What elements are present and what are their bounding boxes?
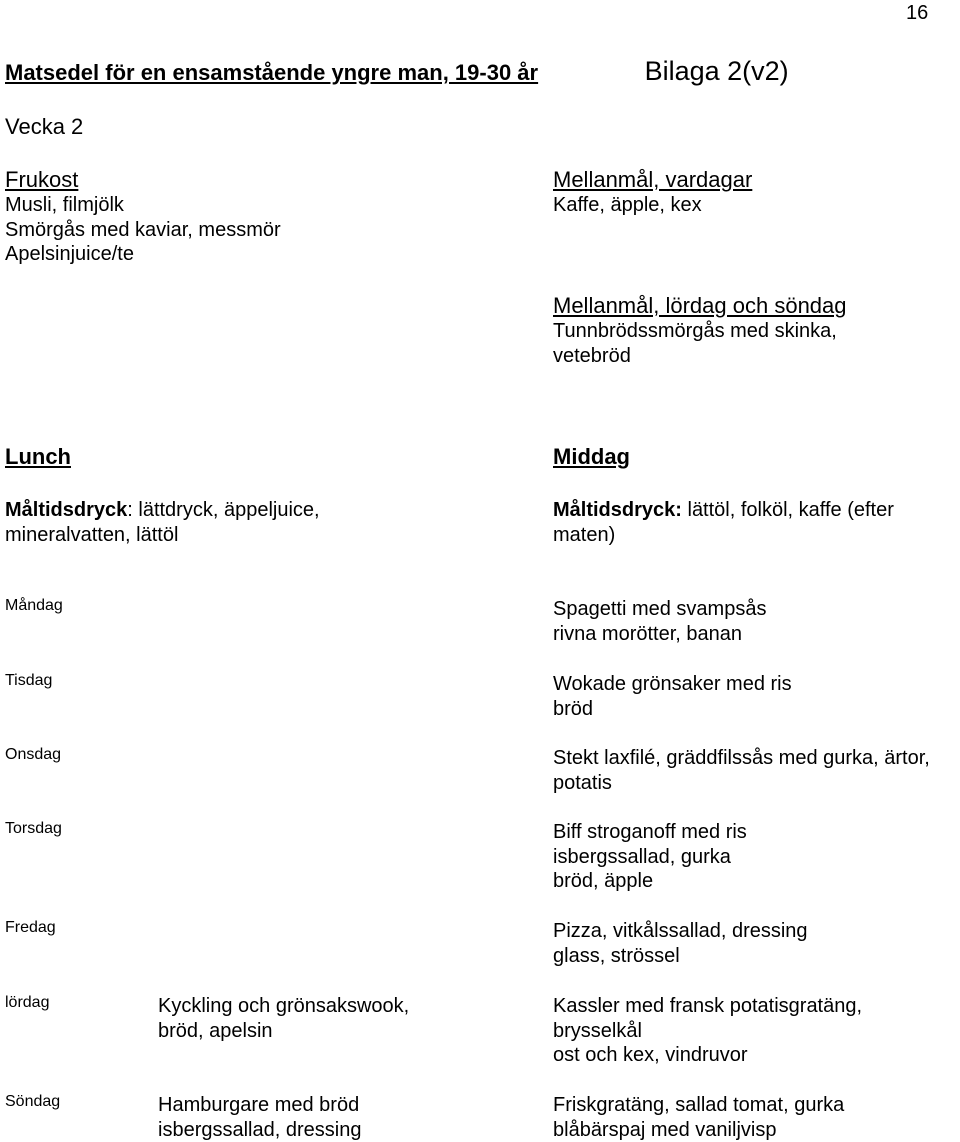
dinner-drink — [553, 498, 894, 547]
day-label: Onsdag — [5, 746, 62, 763]
menu-line: rivna morötter, banan — [553, 622, 742, 645]
snack-weekend-item: vetebröd — [553, 344, 631, 367]
day-label: lördag — [5, 994, 50, 1011]
menu-line: bröd, äpple — [553, 870, 654, 892]
lunch-drink-label: Måltidsdryck — [5, 499, 128, 521]
menu-line: bröd, apelsin — [158, 1019, 273, 1042]
breakfast-item: Smörgås med kaviar, messmör — [5, 218, 281, 241]
menu-line: Stekt laxfilé, gräddfilssås med gurka, ärtor, — [553, 747, 930, 769]
lunch-menu — [158, 994, 409, 1043]
menu-line: ost och kex, vindruvor — [553, 1044, 748, 1066]
day-label: Fredag — [5, 919, 56, 936]
title-row — [5, 56, 789, 87]
menu-line: Wokade grönsaker med ris — [553, 673, 792, 695]
dinner-menu — [553, 919, 808, 968]
week-label: Vecka 2 — [5, 114, 84, 139]
breakfast-section — [5, 167, 281, 267]
lunch-menu — [158, 1093, 361, 1142]
snack-weekday-section — [553, 167, 752, 218]
menu-line: blåbärspaj med vaniljvisp — [553, 1118, 777, 1141]
dinner-heading: Middag — [553, 444, 630, 469]
lunch-drink-line2: mineralvatten, lättöl — [5, 523, 179, 546]
menu-line: potatis — [553, 771, 612, 794]
dinner-menu — [553, 672, 792, 721]
day-label: Söndag — [5, 1093, 61, 1110]
breakfast-item: Apelsinjuice/te — [5, 243, 134, 265]
menu-line: Hamburgare med bröd — [158, 1094, 360, 1116]
dinner-drink-text: lättöl, folköl, kaffe (efter — [681, 499, 894, 521]
lunch-drink-text: : lättdryck, äppeljuice, — [127, 499, 320, 521]
dinner-menu — [553, 597, 766, 646]
dinner-drink-label: Måltidsdryck: — [553, 499, 682, 521]
menu-line: isbergssallad, dressing — [158, 1118, 362, 1141]
lunch-drink — [5, 498, 320, 547]
breakfast-item: Musli, filmjölk — [5, 194, 124, 216]
menu-line: bröd — [553, 697, 594, 720]
snack-weekend-item: Tunnbrödssmörgås med skinka, — [553, 320, 837, 342]
menu-line: Pizza, vitkålssallad, dressing — [553, 920, 808, 942]
snack-weekend-section — [553, 293, 847, 368]
menu-line: Kassler med fransk potatisgratäng, — [553, 995, 863, 1017]
menu-line: isbergssallad, gurka — [553, 845, 731, 868]
lunch-heading: Lunch — [5, 444, 71, 469]
dinner-menu — [553, 820, 747, 894]
day-label: Tisdag — [5, 672, 53, 689]
snack-weekend-heading: Mellanmål, lördag och söndag — [553, 293, 847, 318]
page-number: 16 — [906, 2, 929, 24]
menu-line: Friskgratäng, sallad tomat, gurka — [553, 1094, 845, 1116]
snack-weekday-item: Kaffe, äpple, kex — [553, 194, 702, 216]
breakfast-heading: Frukost — [5, 167, 79, 192]
menu-line: Biff stroganoff med ris — [553, 821, 747, 843]
dinner-menu — [553, 994, 862, 1068]
menu-line: brysselkål — [553, 1019, 642, 1042]
menu-line: Spagetti med svampsås — [553, 598, 767, 620]
snack-weekday-heading: Mellanmål, vardagar — [553, 167, 753, 192]
dinner-drink-line2: maten) — [553, 523, 616, 546]
document-title-text: Matsedel för en ensamstående yngre man, 19-30 år — [5, 60, 539, 85]
day-label: Torsdag — [5, 820, 62, 837]
document-title — [5, 60, 590, 85]
day-label: Måndag — [5, 597, 63, 614]
dinner-menu — [553, 1093, 844, 1142]
menu-line: Kyckling och grönsakswook, — [158, 995, 410, 1017]
menu-line: glass, strössel — [553, 944, 680, 967]
dinner-menu — [553, 746, 930, 795]
appendix-label: Bilaga 2(v2) — [644, 56, 789, 86]
